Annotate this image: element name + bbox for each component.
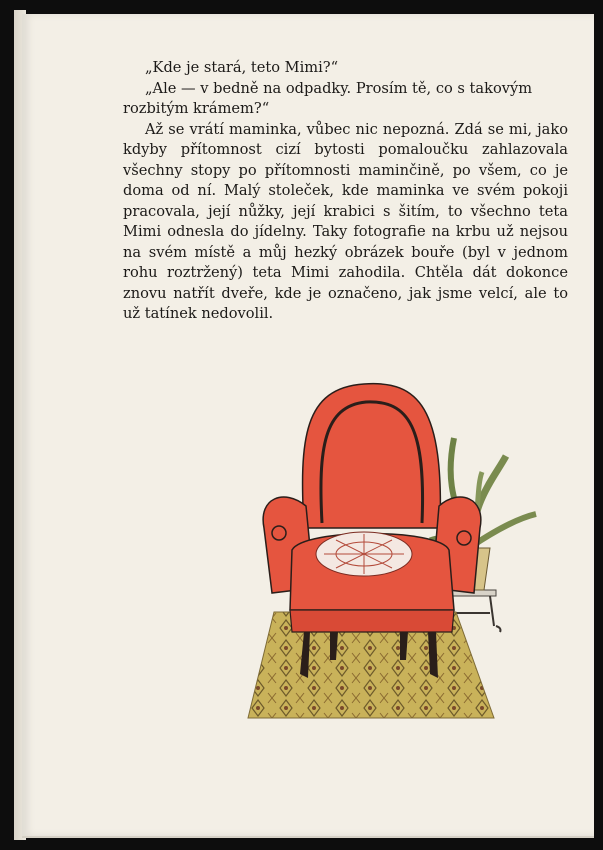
armchair-illustration-svg: [244, 378, 544, 723]
text-block: [123, 58, 568, 325]
paragraph: „Ale — v bedně na odpadky. Prosím tě, co s takovým rozbitým krámem?“: [123, 79, 533, 117]
paragraph: „Kde je stará, teto Mimi?“: [145, 59, 339, 76]
doily: [316, 532, 412, 576]
armchair-illustration: [244, 378, 544, 723]
paragraph: Až se vrátí maminka, vůbec nic nepozná. Zdá se mi, jako kdyby přítomnost cizí bytosti pomaloučku zahlazovala všechny stopy po přítomnosti maminčině, po všem, co je doma od ní. Malý stoleček, kde maminka ve svém pokoji pracovala, její nůžky, její krabici s šitím, to všechno teta Mimi odnesla do jídelny. Taky fotografie na krbu už nejsou na svém místě a můj hezký obrázek bouře (byl v jednom rohu roztržený) teta Mimi zahodila. Chtěla dát dokonce znovu natřít dveře, kde je označeno, jak jsme velcí, ale to už tatínek nedovolil.: [123, 120, 568, 322]
